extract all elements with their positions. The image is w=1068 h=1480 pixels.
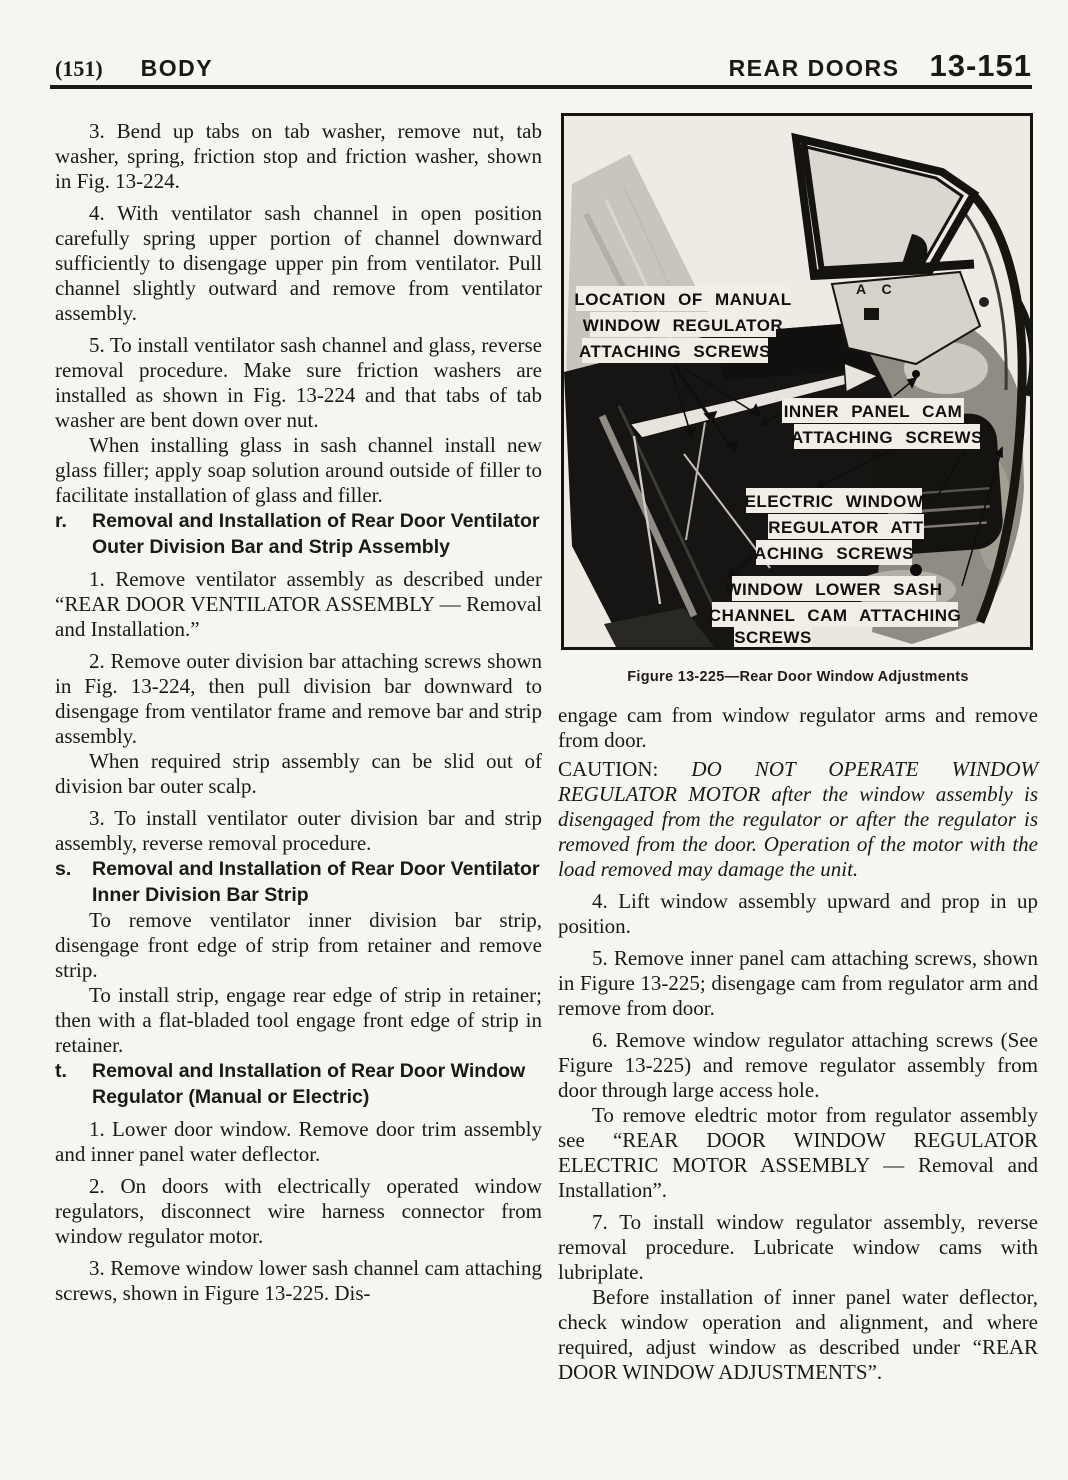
- callout-text: SCREWS: [734, 628, 812, 647]
- subsection-heading-t: [55, 1058, 542, 1110]
- header-left: [55, 55, 213, 82]
- caution-paragraph: [558, 757, 1038, 882]
- callout-electric-regulator: [745, 488, 924, 565]
- paragraph: 2. Remove outer division bar attaching screws shown in Fig. 13-224, then pull division bar downward to disengage from ventilator frame and remove bar and strip assembly.: [55, 649, 542, 748]
- page-number: 13-151: [929, 48, 1032, 83]
- photo-mark-letters: A C: [856, 281, 898, 297]
- paragraph: 3. Bend up tabs on tab washer, remove nut, tab washer, spring, friction stop and friction washer, shown in Fig. 13-224.: [55, 119, 542, 193]
- paragraph: 7. To install window regulator assembly, reverse removal procedure. Lubricate window cams with lubriplate.: [558, 1210, 1038, 1284]
- paragraph: 3. To install ventilator outer division bar and strip assembly, reverse removal procedure.: [55, 806, 542, 855]
- callout-text: WINDOW LOWER SASH: [725, 580, 943, 599]
- callout-text: LOCATION OF MANUAL: [574, 290, 792, 309]
- paragraph: 5. Remove inner panel cam attaching screws, shown in Figure 13-225; disengage cam from regulator arm and remove from door.: [558, 946, 1038, 1020]
- paragraph: To remove eledtric motor from regulator assembly see “REAR DOOR WINDOW REGULATOR ELECTRIC MOTOR ASSEMBLY — Removal and Installation”.: [558, 1103, 1038, 1202]
- subsection-heading-r: [55, 508, 542, 560]
- callout-text: CHANNEL CAM ATTACHING: [708, 606, 962, 625]
- right-column-text: [558, 703, 1038, 1385]
- callout-text: ACHING SCREWS: [754, 544, 914, 563]
- callout-text: ATTACHING SCREWS: [579, 342, 771, 361]
- door-photo-illustration: [564, 116, 1030, 647]
- chapter-title: REAR DOORS: [728, 55, 900, 81]
- caution-text: DO NOT OPERATE WINDOW REGULATOR MOTOR after the window assembly is disengaged from the regulator or after the regulator is removed from the door. Operation of the motor with the load removed may damage the unit.: [558, 757, 1039, 881]
- callout-location-manual-regulator: [574, 286, 791, 363]
- header-rule: [50, 85, 1032, 89]
- section-title: BODY: [140, 55, 214, 81]
- paragraph: 5. To install ventilator sash channel and glass, reverse removal procedure. Make sure friction washers are installed as shown in Fig. 13-224 and that tabs of tab washer are bent down over nut.: [55, 333, 542, 432]
- paragraph: 2. On doors with electrically operated window regulators, disconnect wire harness connector from window regulator motor.: [55, 1174, 542, 1248]
- subsection-title: Removal and Installation of Rear Door Window Regulator (Manual or Electric): [92, 1060, 526, 1108]
- left-column: [55, 112, 542, 1306]
- callout-text: WINDOW REGULATOR: [582, 316, 784, 335]
- paragraph: To remove ventilator inner division bar strip, disengage front edge of strip from retainer and remove strip.: [55, 908, 542, 982]
- callout-text: INNER PANEL CAM: [783, 402, 963, 421]
- paragraph: 4. Lift window assembly upward and prop in up position.: [558, 889, 1038, 938]
- subsection-label: t.: [55, 1060, 67, 1082]
- callout-text: REGULATOR ATT: [768, 518, 924, 537]
- page-paren: (151): [55, 56, 103, 81]
- paragraph: To install strip, engage rear edge of strip in retainer; then with a flat-bladed tool engage front edge of strip in retainer.: [55, 983, 542, 1057]
- paragraph: Before installation of inner panel water deflector, check window operation and alignment, and where required, adjust window as described under “REAR DOOR WINDOW ADJUSTMENTS”.: [558, 1285, 1038, 1384]
- subsection-title: Removal and Installation of Rear Door Ventilator Outer Division Bar and Strip Assembly: [92, 510, 540, 558]
- paragraph: When installing glass in sash channel install new glass filler; apply soap solution around outside of filler to facilitate installation of glass and filler.: [55, 433, 542, 507]
- callout-text: ELECTRIC WINDOW: [744, 492, 924, 511]
- subsection-title: Removal and Installation of Rear Door Ventilator Inner Division Bar Strip: [92, 858, 540, 906]
- caution-label: CAUTION:: [558, 757, 659, 781]
- paragraph: 3. Remove window lower sash channel cam attaching screws, shown in Figure 13-225. Dis-: [55, 1256, 542, 1305]
- paragraph: 1. Lower door window. Remove door trim assembly and inner panel water deflector.: [55, 1117, 542, 1166]
- figure-caption: Figure 13-225—Rear Door Window Adjustments: [627, 669, 969, 685]
- subsection-label: r.: [55, 510, 67, 532]
- figure-13-225: [558, 113, 1038, 690]
- paragraph: 1. Remove ventilator assembly as described under “REAR DOOR VENTILATOR ASSEMBLY — Removal and Installation.”: [55, 567, 542, 641]
- paragraph: 6. Remove window regulator attaching screws (See Figure 13-225) and remove regulator assembly from door through large access hole.: [558, 1028, 1038, 1102]
- callout-text: ATTACHING SCREWS: [791, 428, 983, 447]
- right-column: [558, 113, 1038, 1385]
- header-right: [729, 48, 1032, 84]
- subsection-label: s.: [55, 858, 72, 880]
- paragraph: When required strip assembly can be slid out of division bar outer scalp.: [55, 749, 542, 798]
- subsection-heading-s: [55, 856, 542, 908]
- figure-photo-frame: [561, 113, 1033, 650]
- page-header: [55, 48, 1032, 84]
- paragraph: 4. With ventilator sash channel in open position carefully spring upper portion of channel downward sufficiently to disengage upper pin from ventilator. Pull channel slightly outward and remove from ventilator assembly.: [55, 201, 542, 325]
- paragraph: engage cam from window regulator arms and remove from door.: [558, 703, 1038, 752]
